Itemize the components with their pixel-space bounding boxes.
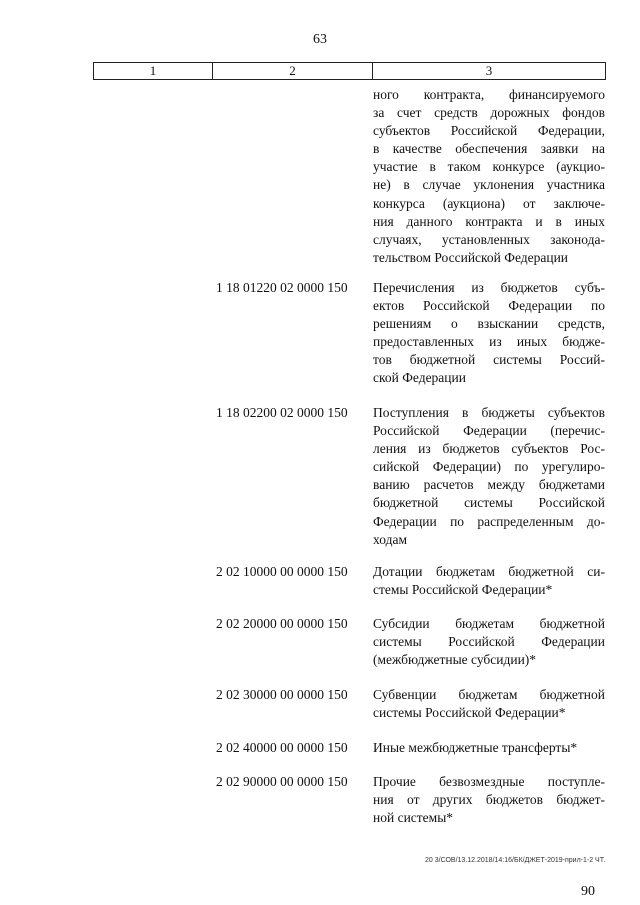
description-line: случаях, установленных законода-	[373, 231, 605, 247]
column-header-2: 2	[213, 63, 373, 79]
row-description	[373, 86, 605, 267]
budget-code: 2 02 20000 00 0000 150	[216, 616, 348, 631]
description-line: в качестве обеспечения заявки на	[373, 141, 605, 157]
column-header-row	[93, 62, 606, 80]
description-line: ходам	[373, 531, 408, 547]
description-line: ного контракта, финансируемого	[373, 87, 605, 102]
budget-code: 2 02 40000 00 0000 150	[216, 740, 348, 755]
description-line: стемы Российской Федерации*	[373, 582, 553, 598]
description-line: бюджетной системы Российской	[373, 495, 605, 511]
description-line: ния данного контракта и в иных	[373, 213, 605, 229]
row-description	[373, 404, 605, 549]
row-description	[373, 773, 605, 827]
description-line: решениям о взыскании средств,	[373, 316, 605, 332]
row-description	[373, 279, 605, 388]
description-line: Перечисления из бюджетов субъ-	[373, 280, 605, 295]
budget-code: 2 02 90000 00 0000 150	[216, 774, 348, 789]
description-line: Прочие безвозмездные поступле-	[373, 774, 605, 789]
row-description	[373, 739, 605, 757]
budget-code: 2 02 10000 00 0000 150	[216, 564, 348, 579]
description-line: предоставленных из иных бюдже-	[373, 334, 605, 350]
description-line: ной системы*	[373, 810, 454, 826]
description-line: системы Российской Федерации	[373, 634, 605, 650]
budget-code: 2 02 30000 00 0000 150	[216, 687, 348, 702]
row-description	[373, 563, 605, 599]
description-line: (межбюджетные субсидии)*	[373, 652, 537, 668]
description-line: Российской Федерации (перечис-	[373, 423, 605, 439]
description-line: Поступления в бюджеты субъектов	[373, 405, 605, 420]
description-line: Иные межбюджетные трансферты*	[373, 740, 578, 755]
document-reference: 20 3/СОВ/13.12.2018/14:16/БК/ДЖЕТ-2019-прил-1-2 ЧТ.	[425, 857, 606, 864]
description-line: конкурса (аукциона) от заключе-	[373, 195, 605, 211]
sheet-number: 90	[581, 884, 595, 899]
description-line: субъектов Российской Федерации,	[373, 123, 605, 139]
column-header-3: 3	[485, 63, 493, 78]
description-line: Субсидии бюджетам бюджетной	[373, 616, 605, 631]
description-line: тов бюджетной системы Россий-	[373, 352, 605, 368]
description-line: ления из бюджетов субъектов Рос-	[373, 441, 605, 457]
column-header-1: 1	[94, 63, 213, 79]
budget-code: 1 18 02200 02 0000 150	[216, 405, 348, 420]
description-line: ванию расчетов между бюджетами	[373, 477, 605, 493]
description-line: Субвенции бюджетам бюджетной	[373, 687, 605, 702]
budget-code: 1 18 01220 02 0000 150	[216, 280, 348, 295]
row-description	[373, 686, 605, 722]
description-line: участие в таком конкурсе (аукцио-	[373, 159, 605, 175]
description-line: системы Российской Федерации*	[373, 705, 566, 721]
description-line: ектов Российской Федерации по	[373, 298, 605, 314]
description-line: ния от других бюджетов бюджет-	[373, 792, 605, 808]
description-line: ской Федерации	[373, 370, 466, 386]
row-description	[373, 615, 605, 669]
description-line: за счет средств дорожных фондов	[373, 105, 605, 121]
page-number: 63	[313, 32, 327, 47]
description-line: тельством Российской Федерации	[373, 249, 569, 265]
description-line: не) в случае уклонения участника	[373, 177, 605, 193]
description-line: Дотации бюджетам бюджетной си-	[373, 564, 605, 579]
description-line: сийской Федерации) по урегулиро-	[373, 459, 605, 475]
description-line: Федерации по распределенным до-	[373, 513, 605, 529]
